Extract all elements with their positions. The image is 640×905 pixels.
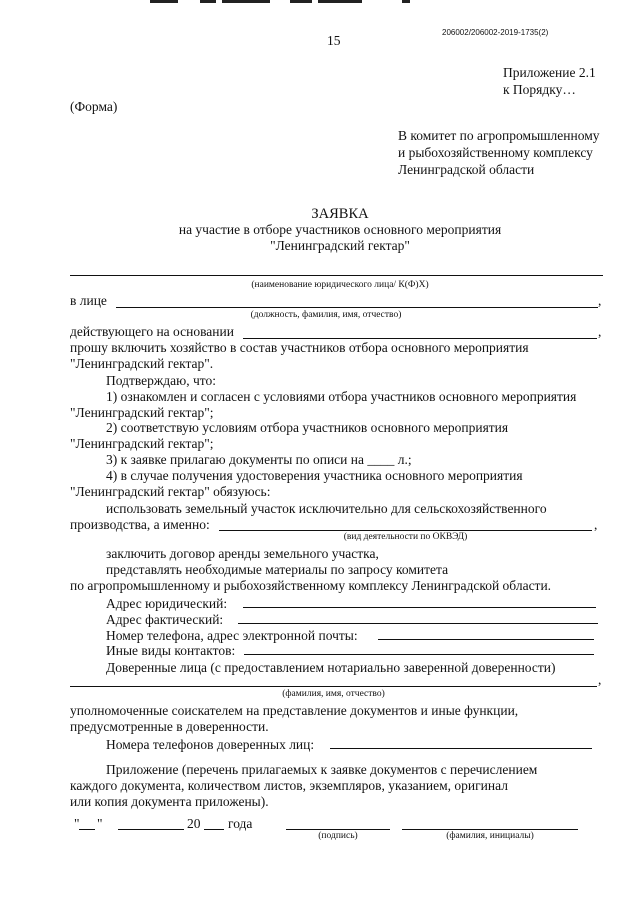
appendix-text: Приложение (перечень прилагаемых к заявке документов с перечислением <box>106 762 538 777</box>
list-item: 1) ознакомлен и согласен с условиями отбора участников основного мероприятия <box>106 389 577 404</box>
appendix-text: или копия документа приложены). <box>70 794 269 809</box>
comma: , <box>598 293 602 308</box>
representative-caption: (должность, фамилия, имя, отчество) <box>250 310 402 320</box>
appendix-label: Приложение 2.1 <box>503 65 596 80</box>
okved-field[interactable] <box>219 530 592 531</box>
addressee-line: и рыбохозяйственному комплексу <box>398 145 593 160</box>
list-item: 2) соответствую условиям отбора участников основного мероприятия <box>106 420 509 435</box>
legal-address-field[interactable] <box>243 607 596 608</box>
date-quote-close: " <box>97 816 103 831</box>
date-month-field[interactable] <box>118 829 184 830</box>
phone-email-field[interactable] <box>378 639 594 640</box>
okved-caption: (вид деятельности по ОКВЭД) <box>343 532 468 542</box>
comma: , <box>598 672 602 687</box>
use-text: производства, а именно: <box>70 517 210 532</box>
lease-text: заключить договор аренды земельного участка, <box>106 546 379 561</box>
full-name-caption: (фамилия, инициалы) <box>446 831 534 841</box>
comma: , <box>598 324 602 339</box>
signature-caption: (подпись) <box>318 831 358 841</box>
org-name-field[interactable] <box>70 275 603 276</box>
year-suffix: года <box>228 816 253 831</box>
date-quote-open: " <box>74 816 80 831</box>
trusted-persons-caption: (фамилия, имя, отчество) <box>282 689 385 699</box>
confirm-text: Подтверждаю, что: <box>106 373 216 388</box>
list-item: 3) к заявке прилагаю документы по описи на ____ л.; <box>106 452 412 467</box>
document-subtitle: на участие в отборе участников основного мероприятия <box>178 222 502 237</box>
date-day-field[interactable] <box>79 829 95 830</box>
legal-address-label: Адрес юридический: <box>106 596 228 611</box>
appendix-reference: к Порядку… <box>503 82 576 97</box>
authorized-text: предусмотренные в доверенности. <box>70 719 269 734</box>
acting-basis-field[interactable] <box>243 338 597 339</box>
list-item: "Ленинградский гектар"; <box>70 436 214 451</box>
phone-email-label: Номер телефона, адрес электронной почты: <box>106 628 358 643</box>
addressee-line: В комитет по агропромышленному <box>398 128 600 143</box>
full-name-field[interactable] <box>402 829 578 830</box>
form-label: (Форма) <box>70 99 118 114</box>
actual-address-label: Адрес фактический: <box>106 612 224 627</box>
year-prefix: 20 <box>187 816 201 831</box>
list-item: "Ленинградский гектар"; <box>70 405 214 420</box>
use-text: использовать земельный участок исключительно для сельскохозяйственного <box>106 501 547 516</box>
list-item: "Ленинградский гектар" обязуюсь: <box>70 484 271 499</box>
other-contacts-label: Иные виды контактов: <box>106 643 236 658</box>
in-person-label: в лице <box>70 293 107 308</box>
representative-field[interactable] <box>116 307 598 308</box>
document-subtitle: "Ленинградский гектар" <box>270 238 410 253</box>
addressee-line: Ленинградской области <box>398 162 535 177</box>
acting-basis-label: действующего на основании <box>70 324 234 339</box>
request-text: прошу включить хозяйство в состав участников отбора основного мероприятия <box>70 340 529 355</box>
comma: , <box>594 517 598 532</box>
other-contacts-field[interactable] <box>244 654 594 655</box>
list-item: 4) в случае получения удостоверения участника основного мероприятия <box>106 468 523 483</box>
date-year-field[interactable] <box>204 829 224 830</box>
trusted-phones-field[interactable] <box>330 748 592 749</box>
actual-address-field[interactable] <box>238 623 598 624</box>
authorized-text: уполномоченные соискателем на представление документов и иные функции, <box>70 703 519 718</box>
provide-text: по агропромышленному и рыбохозяйственному комплексу Ленинградской области. <box>70 578 552 593</box>
org-name-caption: (наименование юридического лица/ К(Ф)Х) <box>251 280 429 290</box>
provide-text: представлять необходимые материалы по запросу комитета <box>106 562 449 577</box>
signature-field[interactable] <box>286 829 390 830</box>
trusted-phones-label: Номера телефонов доверенных лиц: <box>106 737 315 752</box>
trusted-persons-field[interactable] <box>70 686 597 687</box>
trusted-persons-label: Доверенные лица (с предоставлением нотариально заверенной доверенности) <box>106 660 556 675</box>
document-code: 206002/206002-2019-1735(2) <box>442 28 549 37</box>
request-text: "Ленинградский гектар". <box>70 356 214 371</box>
page-number: 15 <box>327 33 341 48</box>
document-title: ЗАЯВКА <box>311 206 369 222</box>
appendix-text: каждого документа, количеством листов, экземпляров, указанием, оригинал <box>70 778 508 793</box>
